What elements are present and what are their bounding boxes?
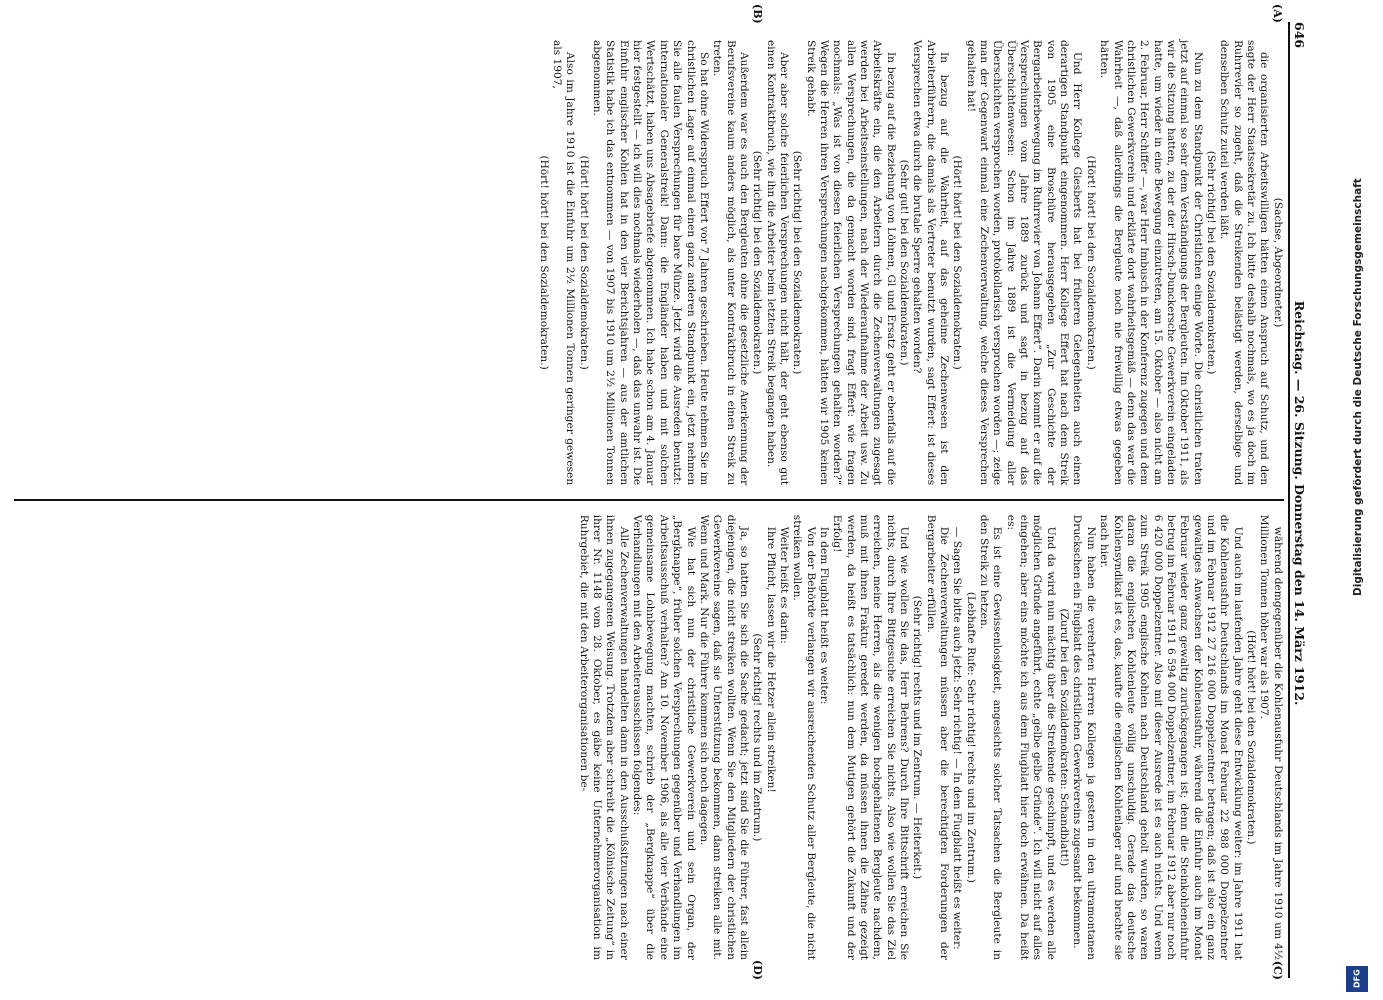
paragraph: (Sehr richtig! bei den Sozialdemokraten.): [791, 150, 804, 375]
paragraph: (Lebhafte Rufe: Sehr richtig! rechts und im Zentrum.): [964, 591, 977, 883]
paragraph: Und wie wollen Sie das, Herr Behrens? Durch Ihre Bittschrift erreichen Sie nichts, durch Ihre Bittgesuche erreichen Sie nichts. Also wie wollen Sie das Ziel erreichen, meine Herren, als die wenigen hochgehaltenen Bergleute nachdem, muß mit ihnen Fraktur geredet werden, da müssen ihnen die Zähne gezeigt werden, da heißt es tatsächlich: nun dem Mutigen gehört die Zukunft und der Erfolg!: [831, 514, 911, 960]
paragraph: In bezug auf die Beziehung von Löhnen, Gl und Ersatz geht er ebenfalls auf die Arbeitskräfte ein, die den Arbeitern durch die Zechenverwaltungen zugesagt werden bei Arbeitseinstellungen, nach der Wiederaufnahme der Arbeit usw. Zu allen Versprechungen, die da gemacht worden sind, fragt Effert: wie fragen nochmals: „Was ist von diesen feierlichen Versprechungen gehalten worden?“ Wegen die Herren ihren Versprechungen nachgekommen, hätten wir 1905 keinen Streik gehabt.: [804, 40, 897, 486]
margin-marker-d: (D): [750, 960, 764, 980]
paragraph: Es ist eine Gewissenlosigkeit, angesichts solcher Tatsachen die Bergleute in den Streik zu hetzen.: [978, 514, 1004, 960]
paragraph: die organisierten Arbeitswilligen hätten einen Anspruch auf Schutz, und den sagte der Herr Staatssekretär zu. Ich bitte deshalb nochmals, wo es ja doch im Ruhrrevier so zugeht, daß die Streikenden belästigt werden, derselbige und denselben Schutz zuteil werden läßt.: [1218, 40, 1271, 486]
margin-marker-a: (A): [1270, 4, 1284, 23]
paragraph: Alle Zechenverwaltungen handelten dann in den Ausschußsitzungen nach einer ihnen zugegangenen Weisung. Trotzdem aber schreibt die „Kölnische Zeitung“ in ihrer Nr. 1148 vom 28. Oktober, es gäbe keine Unternehmerorganisation im Ruhrgebiet, die mit den Arbeiterorganisationen be-: [577, 514, 630, 960]
paragraph: In bezug auf die Wahrheit, auf das geheime Zechenwesen ist den Arbeiterführern, die damals als Vertreter benutzt wurden, sagt Effert: ist dieses Versprechen etwa durch die brutale Sperre gehalten worden?: [911, 40, 951, 486]
paragraph: Nun haben die verehrten Herren Kollegen ja gestern in den ultramontanen Druckschen ein Flugblatt des christlichen Gewerkvereins zugesandt bekommen.: [1071, 514, 1097, 960]
paragraph: Außerdem war es auch den Bergleuten ohne die gesetzliche Anerkennung der Berufsvereine kaum anders möglich, als unter Kontraktbruch in einen Streik zu treten.: [711, 40, 750, 486]
paragraph: (Sehr richtig! rechts und im Zentrum.): [751, 633, 764, 842]
paragraph: Aber aber solche feierlichen Versprechungen nicht hält, der geht ebenso gut einen Kontraktbruch, wie ihn die Arbeiter beim letzten Streik begangen haben.: [764, 40, 790, 486]
page-number: 646: [1292, 22, 1307, 49]
dfg-logo: DFG: [1346, 966, 1368, 992]
paragraph: Nun zu dem Standpunkt der Christlichen einige Worte. Die christlichen traten jetzt auf einmal so sehr dem Verständigungs der Bergleuten. Im Oktober 1911, als wir die Sitzung hatten, zu der der Hirsch-Dunckersche Gewerkverein eingeladen hatte, um wieder in eine Bewegung einzutreten, am 15. Oktober — also nicht am 2. Februar, Herr Schiffer —, war Herr Imbusch in der Konferenz zugegen und dem christlichen Gewerkverein und erklärte dort wahrheitsgemäß — denn das war die Wahrheit —, daß allerdings die Bergleute noch nie freiwillig etwas gegeben hätten.: [1098, 40, 1204, 486]
paragraph: (Sehr richtig! bei den Sozialdemokraten.): [751, 150, 764, 375]
paragraph: Ihre Pflicht, lassen wir die Hetzer allein streiken!: [764, 526, 777, 793]
paragraph: Und Herr Kollege Giesberts hat bei früheren Gelegenheiten auch einen derartigen Standpunkt eingenommen. Herr Kollege Effert hat nach dem Streik von 1905 eine Broschüre herausgegeben „Zur Geschichte der Bergarbeiterbewegung im Ruhrrevier von Johann Effert“. Darin kommt er auf die Versprechungen vom Jahre 1889 zurück und sagt in bezug auf das Überschichtenwesen: Schon im Jahre 1889 ist die Vermeidung aller Überschichten versprochen worden, protokollarisch versprochen worden —; zeige man der Gegenwart einmal eine Zechenverwaltung, welche dieses Versprechen gehalten hat!: [964, 40, 1084, 486]
paragraph: (Sachse, Abgeordneter.): [1271, 197, 1284, 328]
page-title: Reichstag. — 26. Sitzung. Donnerstag den 14. März 1912.: [1292, 300, 1307, 706]
left-column: [14, 4, 1284, 486]
paragraph: (Hört! hört! bei den Sozialdemokraten.): [537, 155, 550, 370]
margin-marker-b: (B): [750, 4, 764, 24]
paragraph: (Sehr richtig! rechts und im Zentrum. — Heiterkeit.): [911, 595, 924, 880]
paragraph: Wie hat sich nun der christliche Gewerkverein und sein Organ, der „Bergknappe“, früher solchen Versprechungen gegenüber und Verhandlungen im Arbeitsausschuß verhalten? Am 10. November 1906, als alle vier Verbände eine gemeinsame Lohnbewegung machten, schrieb der „Bergknappe“ über die Verhandlungen mit den Arbeiterausschüssen folgendes:: [631, 514, 697, 960]
digitization-notice: Digitalisierung gefördert durch die Deutsche Forschungsgemeinschaft: [1352, 178, 1364, 596]
paragraph: — Sagen Sie bitte auch jetzt: Sehr richtig! — In dem Flugblatt heißt es weiter:: [951, 526, 964, 950]
paragraph: Weiter heißt es darin:: [777, 526, 790, 644]
paragraph: (Hört! hört! bei den Sozialdemokraten.): [1244, 630, 1257, 845]
margin-marker-c: (C): [1270, 960, 1284, 980]
paragraph: (Sehr gut! bei den Sozialdemokraten.): [898, 159, 911, 366]
paragraph: Von der Behörde verlangen wir ausreichenden Schutz aller Bergleute, die nicht streiken wollen.: [791, 514, 817, 960]
paragraph: (Zuruf bei den Sozialdemokraten: Schandblatt!): [1058, 608, 1071, 867]
paragraph: (Hört! hört! bei den Sozialdemokraten.): [1084, 155, 1097, 370]
paragraph: (Sehr richtig! bei den Sozialdemokraten.): [1204, 150, 1217, 375]
paragraph: In dem Flugblatt heißt es weiter:: [817, 526, 830, 705]
paragraph: (Hört! hört! bei den Sozialdemokraten.): [577, 155, 590, 370]
paragraph: Also im Jahre 1910 ist die Einfuhr um 2½ Millionen Tonnen geringer gewesen als 1907,: [551, 40, 577, 486]
paragraph: während demgegenüber die Kohlenausfuhr Deutschlands im Jahre 1910 um 4½ Millionen Tonnen höher war als 1907.: [1258, 514, 1284, 960]
page-header: [1288, 22, 1306, 978]
paragraph: Ja, so hatten Sie sich die Sache gedacht; jetzt sind Sie die Führer, fast allein diejenigen, die nicht streiken wollten. Wenn Sie den Mitgliedern der christlichen Gewerkvereine sagen, daß sie Unterstützung bekommen, dann streiken alle mit. Wenn und Mark. Nur die Führer kommen sich noch dagegen.: [697, 514, 750, 960]
paragraph: Und da wird nun mächtig über die Streikende geschimpft, und es werden alle möglichen Gründe angeführt, echte „gelbe gelbe Gründe“. Ich will nicht auf alles eingehen; aber eins möchte ich aus dem Flugblatt hier doch erwähnen. Da heißt es:: [1004, 514, 1057, 960]
paragraph: (Hört! hört! bei den Sozialdemokraten.): [951, 155, 964, 370]
paragraph: Die Zechenverwaltungen müssen aber die berechtigten Forderungen der Bergarbeiter erfüllen.: [924, 514, 951, 960]
paragraph: So hat ohne Widerspruch Effert vor 7 Jahren geschrieben. Heute nehmen Sie im christlichen Lager auf einmal einen ganz anderen Standpunkt ein, jetzt nehmen Sie alle faulen Versprechungen für bare Münze. Jetzt wird die Ausreden benutzt: internationaler Generalstreik! Dann: die Engländer haben und mit solchen Wertschätzt, haben uns Absagebriefe abgenommen. Ich habe schon am 4. Januar hier festgestellt — ich will dies nochmals wiederholen —, daß das unwahr ist. Die Einfuhr englischer Kohlen hat in den vier Berichtsjahren — aus der amtlichen Statistik habe ich das entnommen — von 1907 bis 1910 um 2½ Millionen Tonnen abgenommen.: [591, 40, 710, 486]
paragraph: Und auch im laufenden Jahre geht diese Entwicklung weiter: im Jahre 1911 hat die Kohlenausfuhr Deutschlands im Monat Februar 22 988 000 Doppelzentner und im Februar 1912 27 216 000 Doppelzentner betragen; daß ist also ein ganz gewaltiges Anwachsen der Kohlenausfuhr, während die Einfuhr auch im Monat Februar wieder ganz gewaltig zurückgegangen ist; denn die Steinkohleneinfuhr betrug im Februar 1911 6 594 000 Doppelzentner, im Februar 1912 aber nur noch 6 420 000 Doppelzentner. Also mit dieser Ausrede ist es auch nichts. Und wenn zum Streik 1905 englische Kohlen nach Deutschland geholt wurden, so waren daran die englischen Kohlenleute völlig unschuldig. Gerade das deutsche Kohlensyndikat ist es, das, kaufte die englischen Kohlenlager auf und brachte sie nach hier.: [1098, 514, 1244, 960]
right-column: [14, 515, 1284, 978]
column-rule: [14, 499, 1284, 501]
